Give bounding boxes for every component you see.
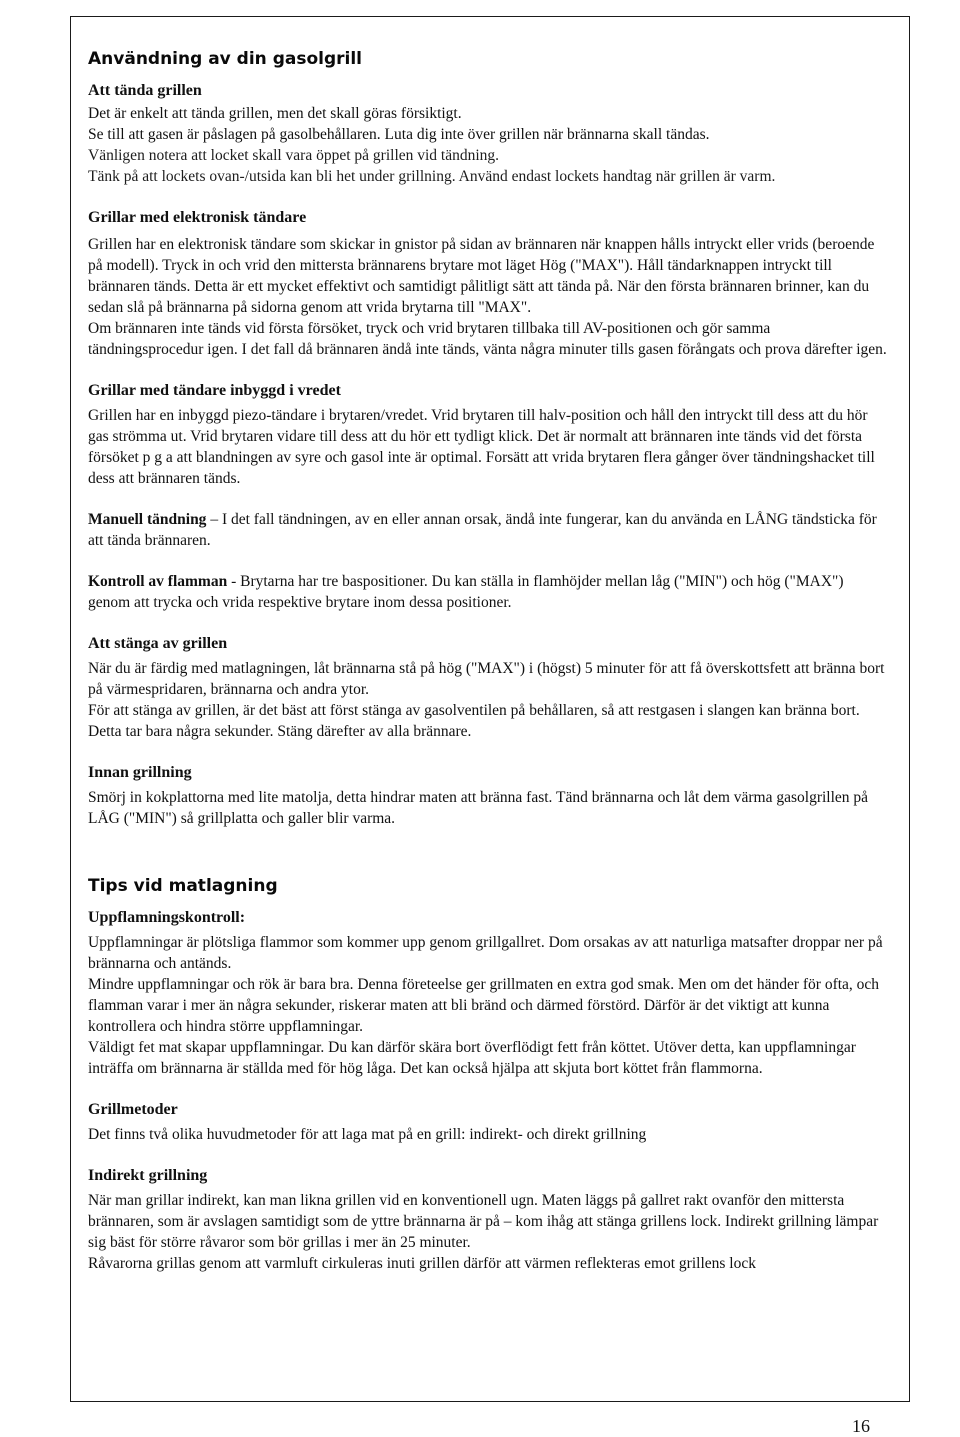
subsection-knob-igniter (88, 380, 888, 489)
paragraph: När man grillar indirekt, kan man likna grillen vid en konventionell ugn. Maten läggs på gallret rakt ovanför den mittersta brännaren, som är avslagen samtidigt som de yttre brännarna är på – kom ihåg att stänga grillens lock. Indirekt grillning lämpar sig bäst för större råvaror som bör grillas i mer än 25 minuter. (88, 1192, 879, 1251)
inline-bold-label: Kontroll av flamman (88, 573, 228, 590)
paragraph: Grillen har en inbyggd piezo-tändare i brytaren/vredet. Vrid brytaren till halv-position och håll den intryckt till dess att du hör gas strömma ut. Vrid brytaren vidare till dess att du hör ett tydligt klick. Det är normalt att brännaren inte tänds vid det första försöket p g a att blandningen av syre och gasol inte är optimal. Forsätt att vrida brytaren flera gånger över tändningshacket till dess att brännaren tänds. (88, 407, 875, 487)
subsection-title: Grillmetoder (88, 1101, 178, 1118)
subsection-manual-ignition (88, 509, 888, 551)
paragraph: Råvarorna grillas genom att varmluft cirkuleras inuti grillen därför att värmen reflekteras emot grillens lock (88, 1255, 756, 1272)
subsection-flare-up-control (88, 907, 888, 1079)
subsection-title: Grillar med tändare inbyggd i vredet (88, 382, 341, 399)
paragraph: Mindre uppflamningar och rök är bara bra. Denna företeelse ger grillmaten en extra god smak. Men om det händer för ofta, och flamman varar i mer än några sekunder, riskerar maten att bli bränd och därmed förstörd. Därför är det viktigt att kunna kontrollera och hindra större uppflamningar. (88, 976, 880, 1035)
paragraph: Väldigt fet mat skapar uppflamningar. Du kan därför skära bort överflödigt fett från köttet. Utöver detta, kan uppflamningar inträffa om brännarna är ställda med för hög låga. Det kan också hjälpa att skjuta bort köttet från flammorna. (88, 1039, 856, 1077)
paragraph-line: Se till att gasen är påslagen på gasolbehållaren. Luta dig inte över grillen när brännarna skall tändas. (88, 126, 710, 143)
subsection-grill-methods (88, 1099, 888, 1145)
paragraph: När du är färdig med matlagningen, låt brännarna stå på hög ("MAX") i (högst) 5 minuter för att få överskottsfett att bränna bort på värmespridaren, brännarna och andra ytor. (88, 660, 885, 698)
paragraph: Uppflamningar är plötsliga flammor som kommer upp genom grillgallret. Dom orsakas av att naturliga matsafter droppar ner på brännarna och antänds. (88, 934, 883, 972)
section-title-tips: Tips vid matlagning (88, 876, 278, 896)
subsection-title: Innan grillning (88, 764, 192, 781)
subsection-indirect-grilling (88, 1165, 888, 1274)
paragraph (88, 571, 888, 613)
spacer (88, 849, 888, 875)
subsection-title: Uppflamningskontroll: (88, 909, 246, 926)
subsection-turning-off (88, 633, 888, 742)
paragraph: Grillen har en elektronisk tändare som skickar in gnistor på sidan av brännaren när knappen hålls intryckt eller vrids (beroende på modell). Tryck in och vrid den mittersta brännarens brytare mot läget Hög ("MAX"). Håll tändarknappen intryckt till brännaren tänds. Detta är ett mycket effektivt och samtidigt pålitligt sätt att tända på. När den första brännaren brinner, kan du sedan slå på brännarna på sidorna genom att vrida brytarna till "MAX". (88, 236, 875, 316)
paragraph: För att stänga av grillen, är det bäst att först stänga av gasolventilen på behållaren, så att restgasen i slangen kan bränna bort. Detta tar bara några sekunder. Stäng därefter av alla brännare. (88, 702, 860, 740)
inline-text: - Brytarna har tre baspositioner. Du kan ställa in flamhöjder mellan låg ("MIN") och hög ("MAX") genom att trycka och vrida respektive brytare inom dessa positioner. (88, 573, 844, 611)
subsection-title: Att tända grillen (88, 82, 202, 99)
paragraph-line: Det är enkelt att tända grillen, men det skall göras försiktigt. (88, 105, 462, 122)
subsection-title: Grillar med elektronisk tändare (88, 209, 307, 226)
section-title-usage: Användning av din gasolgrill (88, 49, 362, 69)
subsection-electronic-igniter (88, 207, 888, 360)
paragraph: Smörj in kokplattorna med lite matolja, detta hindrar maten att bränna fast. Tänd brännarna och låt dem värma gasolgrillen på LÅG ("MIN") så grillplatta och galler blir varma. (88, 789, 869, 827)
paragraph (88, 509, 888, 551)
subsection-flame-control (88, 571, 888, 613)
subsection-title: Indirekt grillning (88, 1167, 208, 1184)
paragraph: Det finns två olika huvudmetoder för att laga mat på en grill: indirekt- och direkt grillning (88, 1126, 647, 1143)
paragraph-line: Vänligen notera att locket skall vara öppet på grillen vid tändning. (88, 147, 500, 164)
paragraph-line: Tänk på att lockets ovan-/utsida kan bli het under grillning. Använd endast lockets handtag när grillen är varm. (88, 168, 776, 185)
subsection-lighting (88, 80, 888, 187)
paragraph: Om brännaren inte tänds vid första försöket, tryck och vrid brytaren tillbaka till AV-positionen och gör samma tändningsprocedur igen. I det fall då brännaren ändå inte tänds, vänta några minuter tills gasen förångats och prova därefter igen. (88, 320, 887, 358)
subsection-before-grilling (88, 762, 888, 829)
inline-bold-label: Manuell tändning (88, 511, 207, 528)
document-body (88, 48, 888, 1294)
page-number: 16 (852, 1416, 870, 1436)
inline-text: – I det fall tändningen, av en eller annan orsak, ändå inte fungerar, kan du använda en LÅNG tändsticka för att tända brännaren. (88, 511, 877, 549)
subsection-title: Att stänga av grillen (88, 635, 228, 652)
